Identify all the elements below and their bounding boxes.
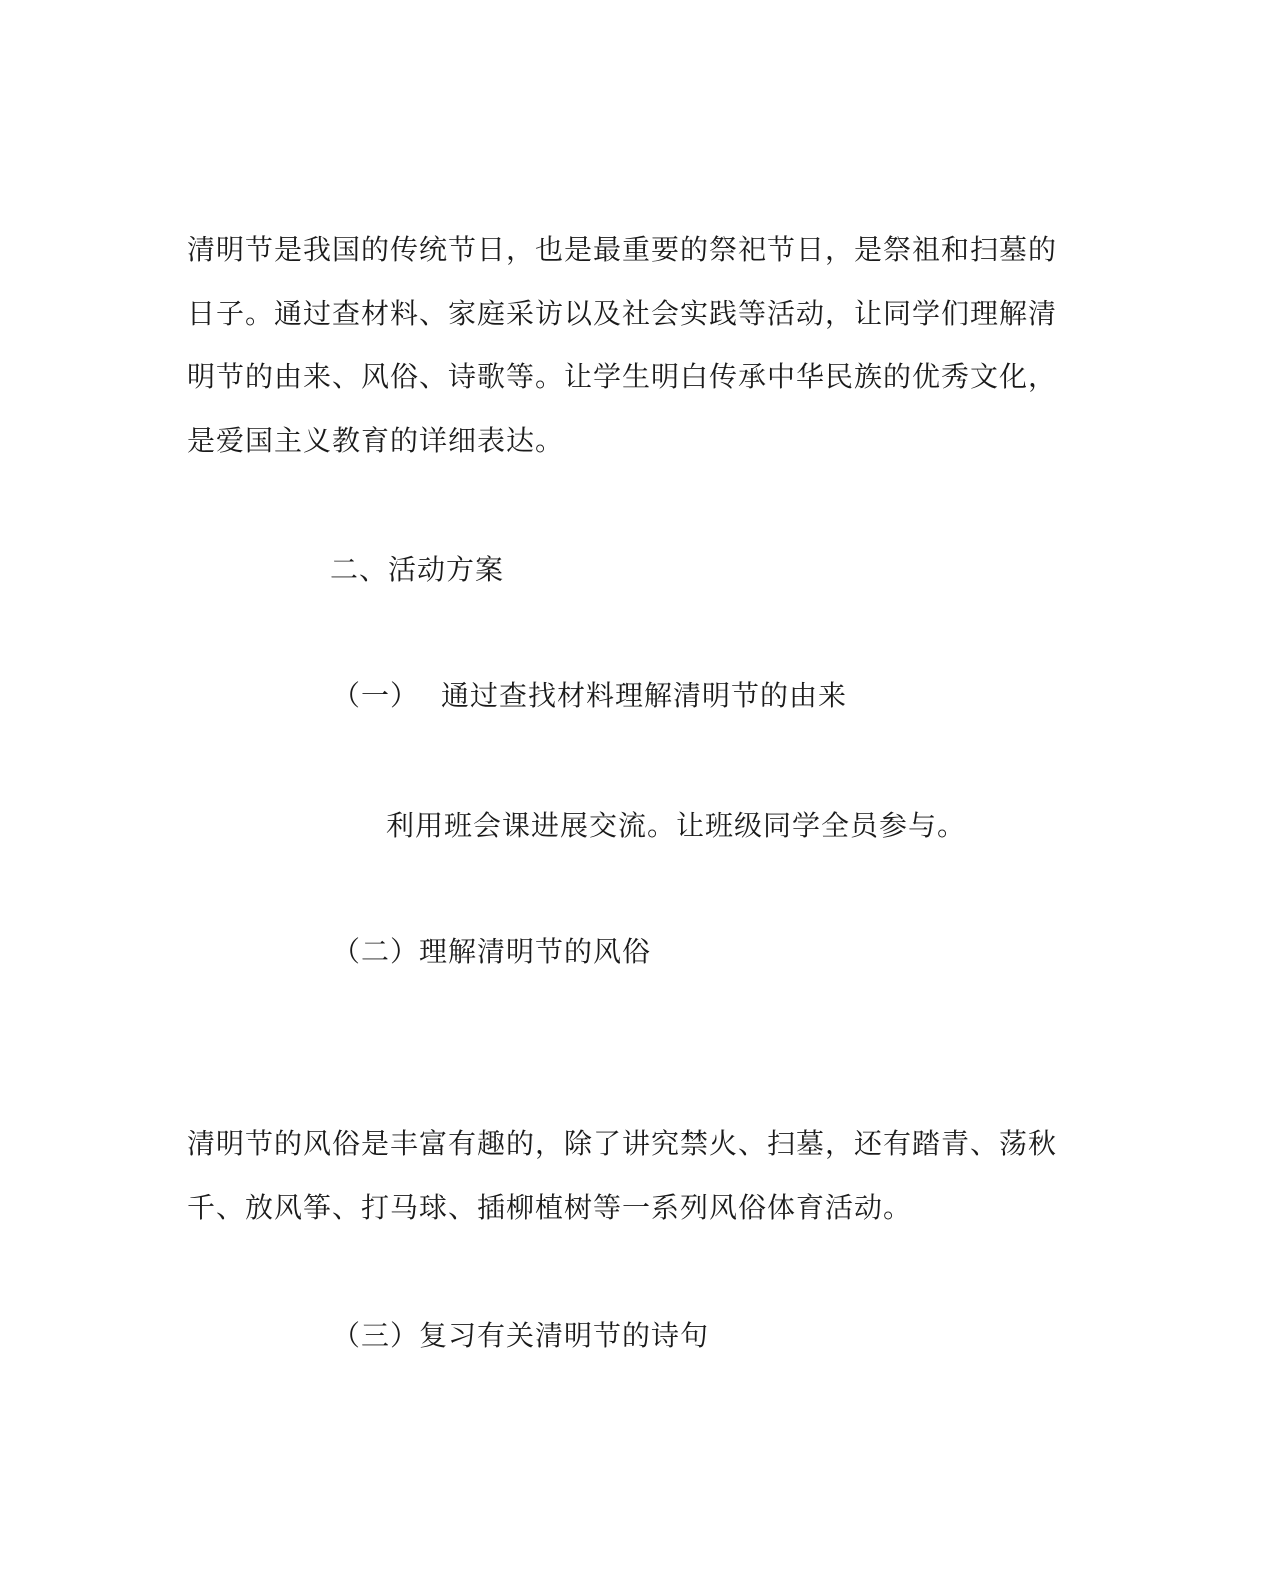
subheading-item-1-number: （一） [332, 679, 420, 712]
intro-paragraph-line-3: 明节的由来、风俗、诗歌等。让学生明白传承中华民族的优秀文化， [187, 360, 1058, 393]
subheading-item-2: （二）理解清明节的风俗 [332, 935, 652, 968]
intro-paragraph-line-1: 清明节是我国的传统节日，也是最重要的祭祀节日，是祭祖和扫墓的 [187, 233, 1058, 266]
subheading-item-1 [332, 678, 847, 714]
item-2-body-line-1: 清明节的风俗是丰富有趣的，除了讲究禁火、扫墓，还有踏青、荡秋 [187, 1127, 1058, 1160]
intro-paragraph-line-2: 日子。通过查材料、家庭采访以及社会实践等活动，让同学们理解清 [187, 297, 1058, 330]
item-2-body-line-2: 千、放风筝、打马球、插柳植树等一系列风俗体育活动。 [187, 1191, 913, 1224]
subheading-item-1-title: 通过查找材料理解清明节的由来 [441, 679, 848, 712]
item-1-body: 利用班会课进展交流。让班级同学全员参与。 [386, 809, 967, 842]
section-heading-activity-plan: 二、活动方案 [330, 553, 505, 586]
subheading-item-3: （三）复习有关清明节的诗句 [332, 1319, 710, 1352]
intro-paragraph-line-4: 是爱国主义教育的详细表达。 [187, 424, 565, 457]
